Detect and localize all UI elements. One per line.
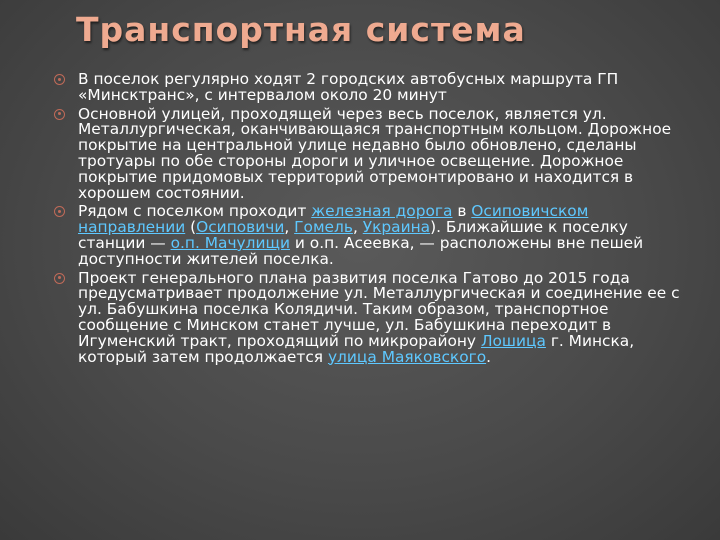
list-item <box>54 204 686 267</box>
link-loshitsa[interactable]: Лошица <box>480 331 546 350</box>
link-mayakovsky-street[interactable]: улица Маяковского <box>327 347 487 366</box>
link-ukraine[interactable]: Украина <box>362 218 431 237</box>
item-text: , <box>284 218 295 237</box>
item-text: и о.п. Асеевка, — расположены вне пешей доступности жителей поселка. <box>78 233 644 268</box>
list-item <box>54 268 686 366</box>
link-osipovichi[interactable]: Осиповичи <box>196 218 285 237</box>
link-osipovichi-direction[interactable]: Осиповичском направлении <box>78 202 589 237</box>
slide-title: Транспортная система <box>76 10 526 49</box>
item-text: в <box>452 202 472 221</box>
item-text: Основной улицей, проходящей через весь поселок, является ул. Металлургическая, оканчивающаяся транспортным кольцом. Дорожное покрытие на центральной улице недавно было обновлено, сделаны тротуары по обе стороны дороги и уличное освещение. Дорожное покрытие придомовых территорий отремонтировано и находится в хорошем состоянии. <box>78 104 672 202</box>
link-gomel[interactable]: Гомель <box>294 218 353 237</box>
item-text: ). Ближайшие к поселку станции — <box>78 218 628 252</box>
link-railway[interactable]: железная дорога <box>311 202 453 221</box>
item-text: г. Минска, который затем продолжается <box>78 331 635 366</box>
item-text: ( <box>185 218 197 237</box>
circle-bullet-icon <box>54 74 65 85</box>
item-text: Проект генерального плана развития поселка Гатово до 2015 года предусматривает продолжение ул. Металлургическая и соединение ее с ул. Бабушкина поселка Колядичи. Таким образом, транспортное сообщение с Минском станет лучше, ул. Бабушкина переходит в Игуменский тракт, проходящий по микрорайону <box>78 268 680 350</box>
item-text: В поселок регулярно ходят 2 городских автобусных маршрута ГП «Минсктранс», с интервалом около 20 минут <box>78 70 619 104</box>
list-item <box>54 104 686 202</box>
circle-bullet-icon <box>54 273 65 284</box>
item-text: , <box>352 218 363 237</box>
circle-bullet-icon <box>54 109 65 120</box>
link-machulishchi-station[interactable]: о.п. Мачулищи <box>170 233 290 252</box>
item-text: . <box>486 347 492 366</box>
circle-bullet-icon <box>54 206 65 217</box>
item-text: Рядом с поселком проходит <box>78 202 312 221</box>
list-item <box>54 72 686 104</box>
bullet-list <box>54 72 686 368</box>
